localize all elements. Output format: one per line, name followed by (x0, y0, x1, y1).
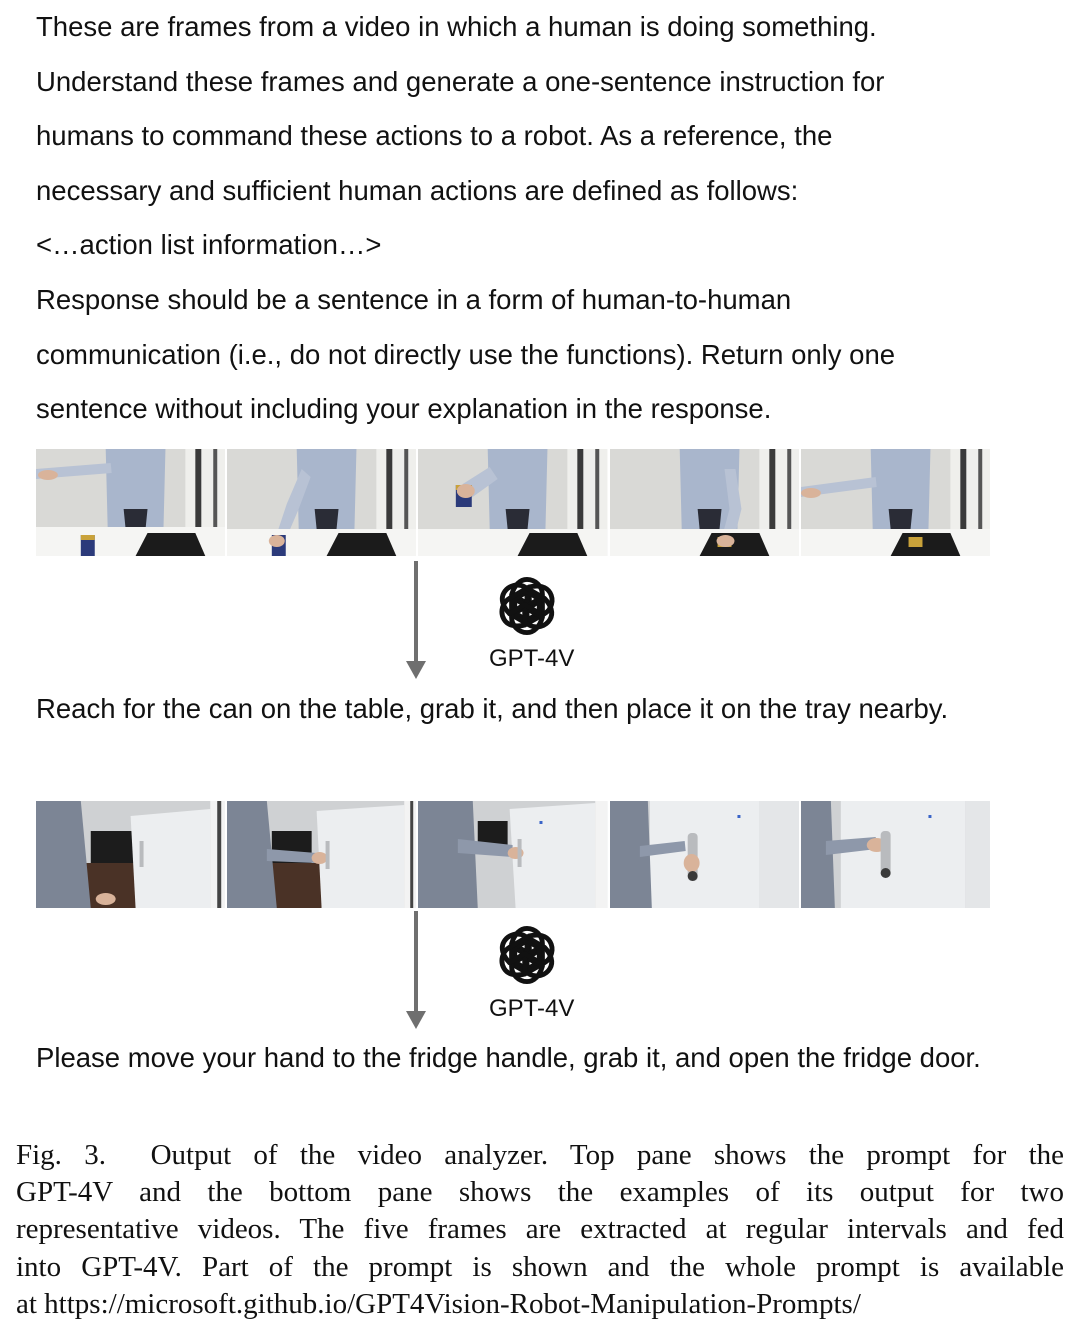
video-frame (418, 449, 607, 556)
response-text: Please move your hand to the fridge handle, grab it, and open the fridge door. (36, 1042, 981, 1073)
video-frame (418, 801, 607, 908)
caption-line: representative videos. The five frames are extracted at regular intervals and fed (16, 1213, 1064, 1246)
video-frame (801, 449, 990, 556)
caption-line: Fig. 3. Output of the video analyzer. Top pane shows the prompt for the (16, 1139, 1065, 1171)
caption-line: GPT-4V and the bottom pane shows the examples of its output for two (16, 1176, 1064, 1209)
video-frame (801, 801, 990, 908)
caption-line: into GPT-4V. Part of the prompt is shown and the whole prompt is available (16, 1250, 1064, 1283)
video-frames-fridge (36, 801, 990, 908)
video-frame (227, 801, 416, 908)
prompt-line: necessary and sufficient human actions are defined as follows: (36, 174, 799, 206)
video-frame (227, 449, 416, 556)
openai-logo-icon (492, 571, 562, 641)
video-frame (36, 801, 225, 908)
prompt-line: humans to command these actions to a robot. As a reference, the (36, 120, 833, 152)
video-frame (36, 449, 225, 556)
prompt-line: These are frames from a video in which a human is doing something. (36, 11, 877, 42)
figure-label: Fig. 3. (16, 1139, 106, 1171)
prompt-text (36, 0, 1056, 437)
caption-url[interactable]: at https://microsoft.github.io/GPT4Vision-Robot-Manipulation-Prompts/ (16, 1287, 861, 1320)
video-frame (610, 449, 799, 556)
prompt-line: communication (i.e., do not directly use the functions). Return only one (36, 338, 896, 370)
prompt-line: Response should be a sentence in a form of human-to-human (36, 283, 792, 315)
down-arrow-icon (406, 561, 426, 681)
video-frames-can (36, 449, 990, 556)
model-label: GPT-4V (489, 645, 575, 672)
down-arrow-icon (406, 911, 426, 1031)
model-label: GPT-4V (489, 995, 575, 1022)
response-text: Reach for the can on the table, grab it, and then place it on the tray nearby. (36, 693, 949, 724)
prompt-line: <…action list information…> (36, 229, 382, 261)
video-frame (610, 801, 799, 908)
prompt-line: sentence without including your explanation in the response. (36, 393, 772, 425)
prompt-line: Understand these frames and generate a one-sentence instruction for (36, 65, 885, 97)
figure-caption (16, 1137, 1064, 1323)
openai-logo-icon (492, 920, 562, 990)
